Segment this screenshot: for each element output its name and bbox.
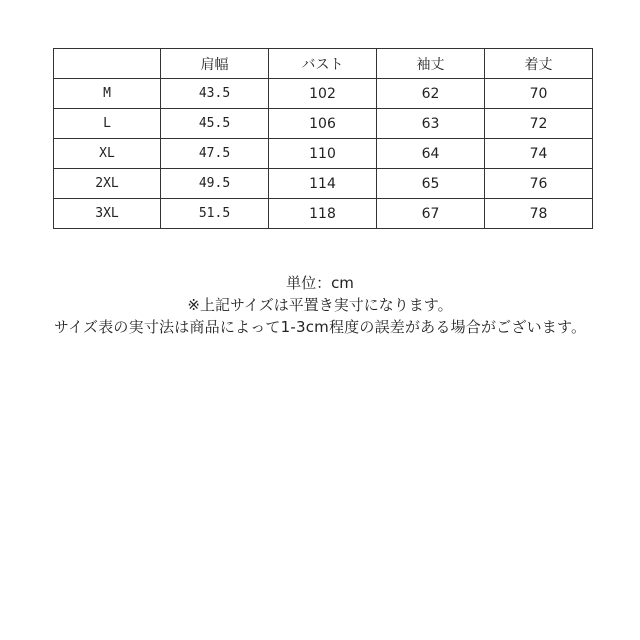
- header-cell-shoulder-width: 肩幅: [161, 49, 269, 79]
- shoulder-width-cell: 51.5: [161, 199, 269, 229]
- size-label-cell: 2XL: [54, 169, 161, 199]
- sleeve-length-cell: 64: [377, 139, 485, 169]
- size-label-cell: 3XL: [54, 199, 161, 229]
- size-label-cell: M: [54, 79, 161, 109]
- size-label-cell: XL: [54, 139, 161, 169]
- bust-cell: 110: [269, 139, 377, 169]
- bust-cell: 118: [269, 199, 377, 229]
- header-cell-bust: バスト: [269, 49, 377, 79]
- sleeve-length-cell: 67: [377, 199, 485, 229]
- unit-note: 単位：cm: [286, 274, 354, 292]
- table-row: [54, 79, 593, 109]
- sleeve-length-cell: 62: [377, 79, 485, 109]
- table-header-row: [54, 49, 593, 79]
- sleeve-length-cell: 63: [377, 109, 485, 139]
- header-cell-sleeve-length: 袖丈: [377, 49, 485, 79]
- body-length-cell: 78: [485, 199, 593, 229]
- body-length-cell: 72: [485, 109, 593, 139]
- size-label-cell: L: [54, 109, 161, 139]
- body-length-cell: 74: [485, 139, 593, 169]
- size-notes: [0, 272, 640, 338]
- shoulder-width-cell: 43.5: [161, 79, 269, 109]
- bust-cell: 114: [269, 169, 377, 199]
- shoulder-width-cell: 47.5: [161, 139, 269, 169]
- sleeve-length-cell: 65: [377, 169, 485, 199]
- shoulder-width-cell: 49.5: [161, 169, 269, 199]
- shoulder-width-cell: 45.5: [161, 109, 269, 139]
- table-row: [54, 199, 593, 229]
- table-row: [54, 109, 593, 139]
- bust-cell: 102: [269, 79, 377, 109]
- size-chart-table: [53, 48, 593, 229]
- header-cell-size: [54, 49, 161, 79]
- body-length-cell: 76: [485, 169, 593, 199]
- bust-cell: 106: [269, 109, 377, 139]
- flat-measure-note: ※上記サイズは平置き実寸になります。: [187, 296, 453, 314]
- table-row: [54, 169, 593, 199]
- header-cell-body-length: 着丈: [485, 49, 593, 79]
- tolerance-note: サイズ表の実寸法は商品によって1-3cm程度の誤差がある場合がございます。: [53, 318, 587, 336]
- body-length-cell: 70: [485, 79, 593, 109]
- table-row: [54, 139, 593, 169]
